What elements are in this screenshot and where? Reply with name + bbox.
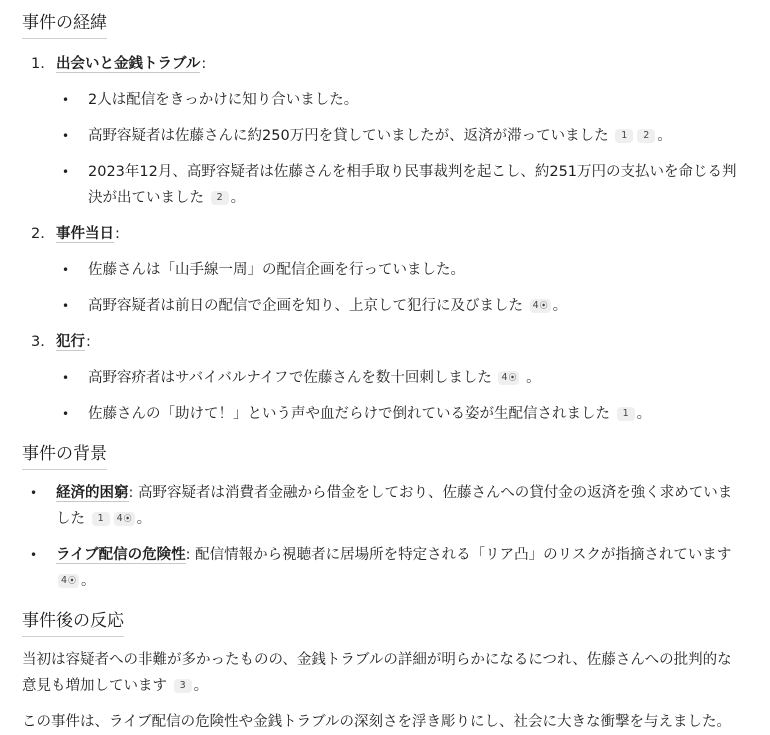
citation-badge[interactable]: [114, 512, 135, 526]
list-item-text: 2023年12月、高野容疑者は佐藤さんを相手取り民事裁判を起こし、約251万円の支払いを命じる判決が出ていました: [88, 164, 737, 206]
history-item-colon: :: [201, 56, 207, 72]
list-item-tail: 。: [521, 370, 541, 386]
paragraph-text: 当初は容疑者への非難が多かったものの、金銭トラブルの詳細が明らかになるにつれ、佐藤さんへの批判的な意見も増加しています: [22, 652, 732, 694]
citation-badge[interactable]: 2: [637, 129, 655, 143]
history-item-1: [22, 51, 746, 211]
list-number: 3.: [31, 334, 45, 350]
paragraph-tail: 。: [193, 678, 209, 694]
history-sublist: [56, 365, 746, 427]
list-item: [56, 401, 746, 427]
play-icon: ⦿: [508, 373, 517, 382]
list-item-text: : 高野容疑者は消費者金融から借金をしており、佐藤さんへの貸付金の返済を強く求めていました: [56, 485, 733, 527]
citation-badge[interactable]: [530, 299, 551, 313]
citation-badge[interactable]: [498, 371, 519, 385]
citation-badge[interactable]: [58, 574, 79, 588]
list-item-text: 高野容疥者はサバイバルナイフで佐藤さんを数十回刺しました: [88, 370, 492, 386]
history-list: [22, 51, 746, 427]
background-list: [22, 480, 746, 594]
list-item-tail: 。: [136, 511, 152, 527]
list-item-tail: 。: [81, 573, 96, 589]
citation-number: 4: [116, 513, 123, 524]
citation-badge[interactable]: 1: [615, 129, 633, 143]
list-item-text: 2人は配信をきっかけに知り合いました。: [88, 92, 359, 108]
list-number: 1.: [31, 56, 45, 72]
list-number: 2.: [31, 226, 45, 242]
list-item-text: 高野容疑者は前日の配信で企画を知り、上京して犯行に及びました: [88, 298, 523, 314]
list-item-text: 高野容疑者は佐藤さんに約250万円を貸していましたが、返済が滞っていました: [88, 128, 609, 144]
list-item: [56, 123, 746, 149]
bullet-icon: •: [62, 263, 70, 277]
bullet-icon: •: [62, 299, 70, 313]
citation-number: 4: [61, 575, 68, 586]
history-item-colon: :: [86, 334, 91, 350]
citation-badge[interactable]: 1: [92, 512, 110, 526]
bullet-icon: •: [30, 548, 38, 562]
list-item-text: 佐藤さんは「山手線一周」の配信企画を行っていました。: [88, 262, 465, 278]
history-item-title: 出会いと金銭トラブル: [56, 56, 201, 72]
play-icon: ⦿: [539, 301, 548, 310]
citation-number: 4: [501, 372, 508, 383]
list-item-text: : 配信情報から視聴者に居場所を特定される「リア凸」のリスクが指摘されています: [185, 547, 732, 563]
list-item: [56, 159, 746, 211]
history-item-title: 犯行: [56, 334, 85, 350]
citation-number: 4: [532, 300, 539, 311]
bullet-icon: •: [62, 165, 70, 179]
bullet-icon: •: [30, 486, 38, 500]
reaction-paragraph-2: この事件は、ライブ配信の危険性や金銭トラブルの深刻さを浮き彫りにし、社会に大きな衝撃を与えました。: [22, 714, 732, 730]
citation-badge[interactable]: 1: [617, 407, 635, 421]
section-heading-background: 事件の背景: [22, 441, 107, 470]
background-section: [22, 441, 746, 594]
reaction-paragraph-1: [22, 647, 746, 699]
history-item-colon: :: [115, 226, 120, 242]
list-item-text: 佐藤さんの「助けて！」という声や血だらけで倒れている姿が生配信されました: [88, 406, 610, 422]
list-item: [56, 293, 746, 319]
bullet-icon: •: [62, 93, 70, 107]
history-sublist: [56, 257, 746, 319]
list-item-label: 経済的困窮: [56, 485, 129, 501]
play-icon: ⦿: [68, 576, 77, 585]
reaction-section: [22, 608, 746, 735]
history-item-2: [22, 221, 746, 319]
citation-badge[interactable]: 3: [174, 679, 192, 693]
history-item-3: [22, 329, 746, 427]
list-item-tail: 。: [657, 128, 672, 144]
list-item-tail: 。: [552, 298, 568, 314]
history-item-title: 事件当日: [56, 226, 114, 242]
bullet-icon: •: [62, 407, 70, 421]
bullet-icon: •: [62, 371, 70, 385]
section-heading-reaction: 事件後の反応: [22, 608, 124, 637]
history-sublist: [56, 87, 746, 211]
citation-badge[interactable]: 2: [211, 191, 229, 205]
list-item-tail: 。: [230, 190, 246, 206]
list-item: [56, 365, 746, 391]
list-item-label: ライブ配信の危険性: [56, 547, 186, 563]
list-item: [22, 542, 746, 594]
bullet-icon: •: [62, 129, 70, 143]
list-item-tail: 。: [636, 406, 652, 422]
section-heading-history: 事件の経緯: [22, 10, 107, 39]
list-item: [56, 257, 746, 283]
list-item: [22, 480, 746, 532]
list-item: [56, 87, 746, 113]
play-icon: ⦿: [123, 514, 132, 523]
